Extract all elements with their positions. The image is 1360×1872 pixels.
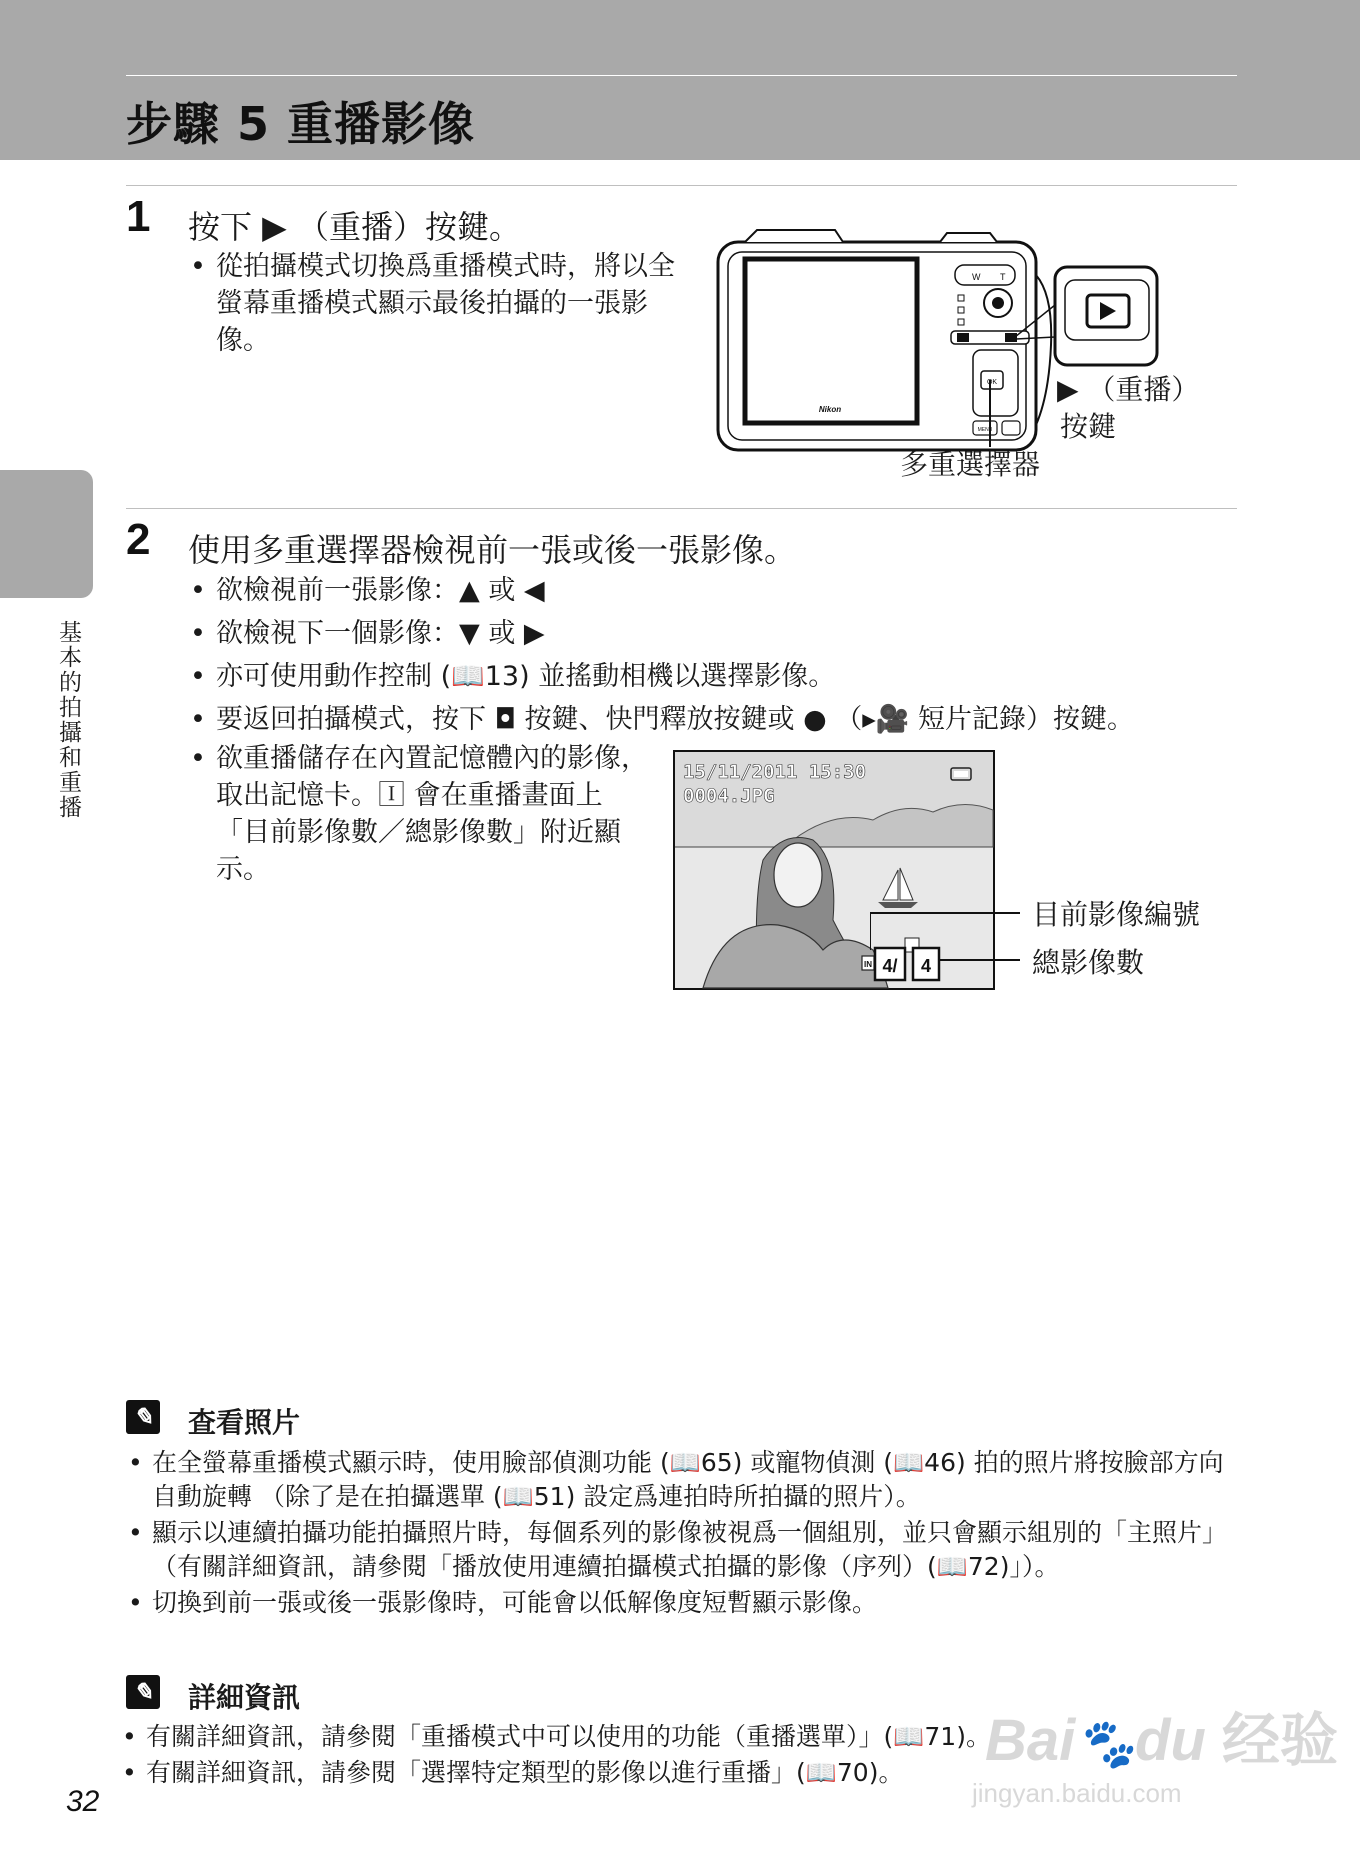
zoom-t-label: T xyxy=(1000,272,1006,282)
playback-button-callout-line2: 按鍵 xyxy=(1060,410,1117,443)
note1-bullet: • 在全螢幕重播模式顯示時，使用臉部偵測功能 (📖65) 或寵物偵測 (📖46) 拍的照片將按臉部方向自動旋轉 （除了是在拍攝選單 (📖51) 設定爲連拍時所拍攝的照片）。 xyxy=(126,1446,1241,1514)
side-tab-label: 基本的拍攝和重播 xyxy=(55,620,81,820)
note2-bullet: • 有關詳細資訊，請參閱「選擇特定類型的影像以進行重播」(📖70)。 xyxy=(120,1756,1240,1790)
header-rule xyxy=(126,75,1237,76)
page-number: 32 xyxy=(66,1785,100,1818)
note2-heading: 詳細資訊 xyxy=(188,1681,301,1714)
lcd-datetime: 15/11/2011 15:30 xyxy=(683,761,867,783)
watermark-brand-left: Bai xyxy=(985,1708,1076,1773)
playback-button-callout-line1: ▶ （重播） xyxy=(1057,373,1200,406)
page-title: 步驟 5 重播影像 xyxy=(126,97,476,151)
ok-button-label: OK xyxy=(986,379,998,386)
menu-button-label: MENU xyxy=(977,427,993,433)
watermark-brand-right: 经验 xyxy=(1222,1708,1339,1773)
step1-bullet: • 從拍攝模式切換爲重播模式時，將以全螢幕重播模式顯示最後拍攝的一張影像。 xyxy=(188,248,698,359)
step1-bullets xyxy=(188,248,698,365)
camera-brand-label: Nikon xyxy=(818,405,842,414)
note2-bullet: • 有關詳細資訊，請參閱「重播模式中可以使用的功能（重播選單）」(📖71)。 xyxy=(120,1720,1240,1754)
pencil-note-icon: ✎ xyxy=(126,1400,160,1434)
total-images-callout: 總影像數 xyxy=(1032,946,1145,979)
step1-rule xyxy=(126,185,1237,186)
step2-bullet: • 欲檢視前一張影像：▲ 或 ◀ xyxy=(188,572,1238,609)
step2-bullet: • 欲檢視下一個影像：▼ 或 ▶ xyxy=(188,615,1238,652)
step1-number: 1 xyxy=(126,192,151,241)
note1-bullet: • 顯示以連續拍攝功能拍攝照片時，每個系列的影像被視爲一個組別，並只會顯示組別的「主照片」（有關詳細資訊，請參閱「播放使用連續拍攝模式拍攝的影像（序列）(📖72)」）。 xyxy=(126,1516,1241,1584)
callout-lines xyxy=(870,905,1030,965)
step2-bullet: • 亦可使用動作控制 (📖13) 並搖動相機以選擇影像。 xyxy=(188,658,1238,695)
watermark-url: jingyan.baidu.com xyxy=(972,1778,1182,1808)
side-tab xyxy=(0,470,93,598)
note1-bullet: • 切換到前一張或後一張影像時，可能會以低解像度短暫顯示影像。 xyxy=(126,1586,1241,1620)
current-image-number-callout: 目前影像編號 xyxy=(1032,898,1201,931)
lcd-filename: 0004.JPG xyxy=(683,785,775,807)
step2-number: 2 xyxy=(126,515,151,564)
lcd-total-images: 4 xyxy=(920,956,932,976)
step1-title: 按下 ▶ （重播）按鍵。 xyxy=(188,208,521,246)
step2-bullets-memory xyxy=(188,740,648,894)
step2-rule xyxy=(126,508,1237,509)
step2-bullet: • 欲重播儲存在內置記憶體內的影像，取出記憶卡。🄸 會在重播畫面上「目前影像數／總影像數」附近顯示。 xyxy=(188,740,648,888)
pencil-note-icon: ✎ xyxy=(126,1675,160,1709)
lcd-internal-memory-icon: IN xyxy=(864,960,872,969)
zoom-w-label: W xyxy=(972,272,981,282)
step2-title: 使用多重選擇器檢視前一張或後一張影像。 xyxy=(188,531,797,569)
note1-bullets xyxy=(126,1446,1241,1622)
step2-bullet: • 要返回拍攝模式，按下 ◘ 按鍵、快門釋放按鍵或 ● （▸🎥 短片記錄）按鍵。 xyxy=(188,701,1238,738)
multi-selector-callout: 多重選擇器 xyxy=(900,448,1041,481)
watermark-brand-mid: du xyxy=(1135,1708,1206,1773)
step2-bullets xyxy=(188,572,1238,744)
baidu-watermark-logo xyxy=(985,1693,1338,1777)
note1-heading: 查看照片 xyxy=(188,1406,301,1439)
watermark-paw-icon: 🐾 xyxy=(1075,1718,1136,1771)
lcd-current-image-number: 4/ xyxy=(882,956,898,976)
